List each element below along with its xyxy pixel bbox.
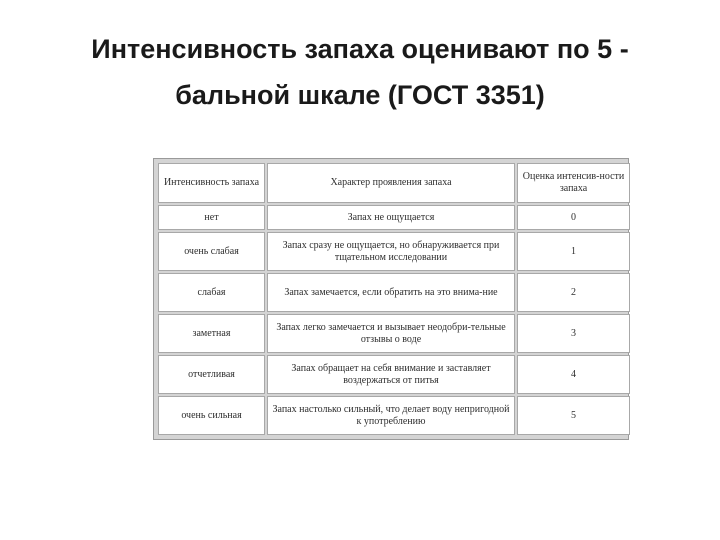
cell-character: Запах сразу не ощущается, но обнаруживается при тщательном исследовании	[267, 232, 515, 271]
header-intensity: Интенсивность запаха	[158, 163, 265, 203]
cell-score: 1	[517, 232, 630, 271]
cell-character: Запах настолько сильный, что делает воду непригодной к употреблению	[267, 396, 515, 435]
header-character: Характер проявления запаха	[267, 163, 515, 203]
cell-score: 2	[517, 273, 630, 312]
table-row	[158, 355, 630, 394]
cell-score: 5	[517, 396, 630, 435]
odor-intensity-table	[156, 161, 632, 437]
cell-score: 0	[517, 205, 630, 230]
cell-intensity: очень слабая	[158, 232, 265, 271]
odor-intensity-table-image	[153, 158, 629, 440]
cell-character: Запах легко замечается и вызывает неодобри-тельные отзывы о воде	[267, 314, 515, 353]
slide-title-line-2: бальной шкале (ГОСТ 3351)	[175, 80, 545, 110]
slide-title	[40, 26, 680, 118]
table-row	[158, 273, 630, 312]
header-score: Оценка интенсив-ности запаха	[517, 163, 630, 203]
cell-character: Запах обращает на себя внимание и заставляет воздержаться от питья	[267, 355, 515, 394]
cell-intensity: слабая	[158, 273, 265, 312]
cell-score: 4	[517, 355, 630, 394]
cell-intensity: отчетливая	[158, 355, 265, 394]
cell-score: 3	[517, 314, 630, 353]
table-row	[158, 232, 630, 271]
table-header-row	[158, 163, 630, 203]
table-row	[158, 314, 630, 353]
cell-character: Запах не ощущается	[267, 205, 515, 230]
cell-character: Запах замечается, если обратить на это внима-ние	[267, 273, 515, 312]
cell-intensity: нет	[158, 205, 265, 230]
cell-intensity: очень сильная	[158, 396, 265, 435]
table-row	[158, 396, 630, 435]
table-row	[158, 205, 630, 230]
slide-title-line-1: Интенсивность запаха оценивают по 5 -	[91, 34, 629, 64]
cell-intensity: заметная	[158, 314, 265, 353]
